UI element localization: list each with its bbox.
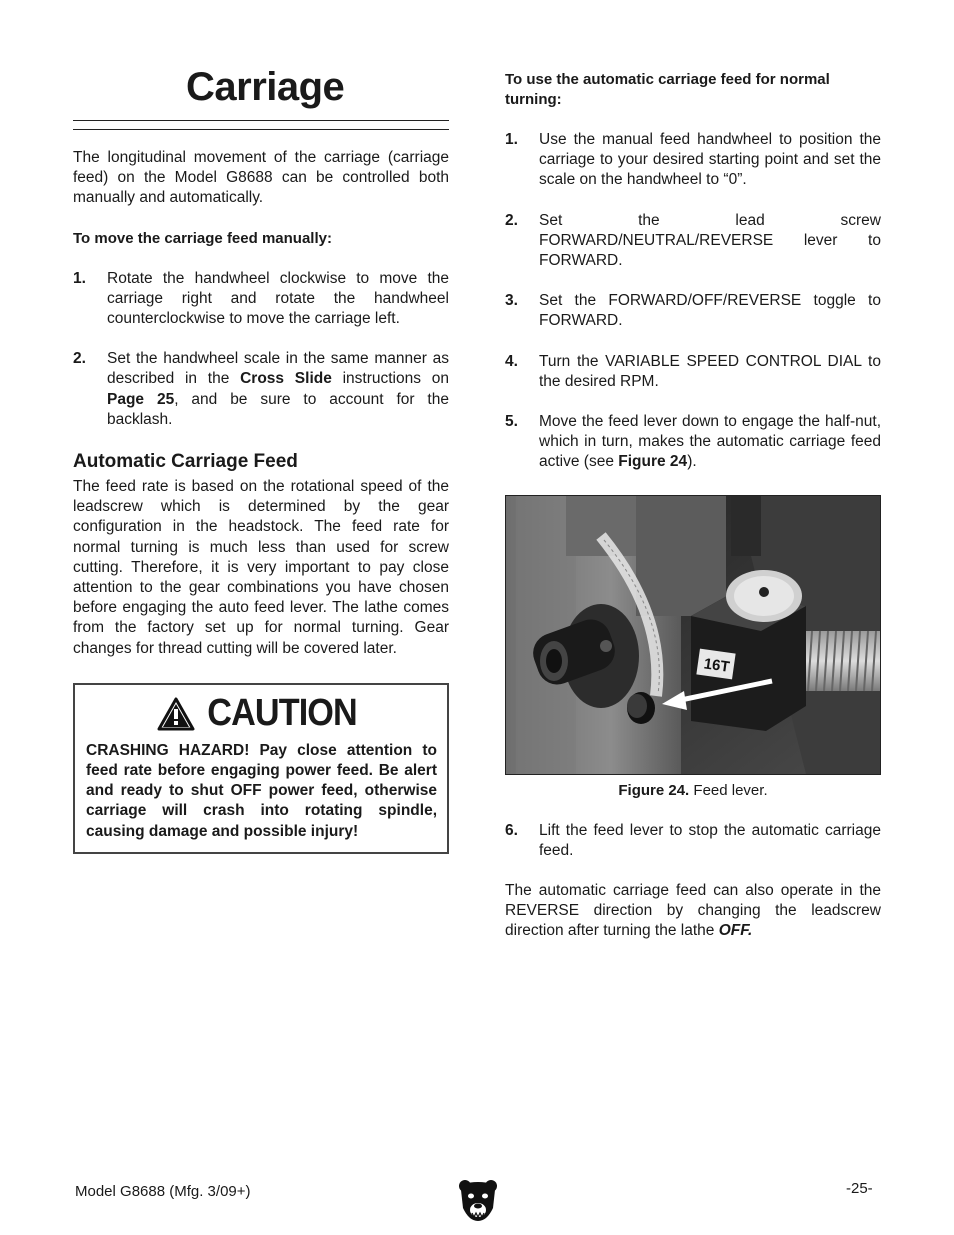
step-text: Set the lead screw FORWARD/NEUTRAL/REVERSE lever to FORWARD. (539, 211, 881, 270)
title-rule (73, 120, 449, 130)
step-text: Set the handwheel scale in the same manner as described in the Cross Slide instructions on Page 25, and be sure to account for the backlash. (107, 350, 449, 428)
page-number: -25- (846, 1180, 873, 1197)
step-number: 2. (73, 350, 86, 368)
off-emphasis: OFF. (718, 922, 753, 940)
list-item (505, 211, 881, 272)
bear-logo-icon (457, 1178, 499, 1222)
step-text: Turn the VARIABLE SPEED CONTROL DIAL to the desired RPM. (539, 352, 881, 390)
closing-paragraph: The automatic carriage feed can also operate in the REVERSE direction by changing the leadscrew direction after turning the lathe OFF. (505, 882, 881, 940)
list-item (73, 269, 449, 330)
auto-feed-heading: Automatic Carriage Feed (73, 451, 298, 473)
list-item (505, 821, 881, 861)
intro-paragraph: The longitudinal movement of the carriage (carriage feed) on the Model G8688 can be controlled both manually and automatically. (73, 149, 449, 207)
step-number: 1. (73, 269, 86, 287)
cross-slide-ref: Cross Slide (240, 370, 332, 388)
list-item (505, 130, 881, 191)
left-column (73, 60, 449, 854)
step-text: Set the FORWARD/OFF/REVERSE toggle to FORWARD. (539, 292, 881, 330)
list-item (505, 412, 881, 473)
step-text: Rotate the handwheel clockwise to move the carriage right and rotate the handwheel counterclockwise to move the carriage left. (107, 269, 449, 328)
step-number: 1. (505, 131, 518, 148)
step-text: Move the feed lever down to engage the half-nut, which in turn, makes the automatic carriage feed active (see Figure 24). (539, 413, 881, 471)
footer-model: Model G8688 (Mfg. 3/09+) (75, 1183, 251, 1200)
normal-turning-step6 (505, 821, 881, 861)
page-ref: Page 25 (107, 390, 175, 408)
list-item (505, 291, 881, 331)
step-text: Use the manual feed handwheel to position the carriage to your desired starting point and set the scale on the handwheel to “0”. (539, 131, 881, 189)
step-number: 6. (505, 821, 518, 839)
step-number: 4. (505, 352, 518, 370)
right-column (505, 70, 881, 942)
figure-caption: Figure 24. Feed lever. (618, 781, 768, 799)
caution-text: CRASHING HAZARD! Pay close attention to feed rate before engaging power feed. Be alert and ready to shut OFF power feed, otherwise carriage will crash into rotating spindle, causing damage and possible injury! (86, 741, 437, 840)
feed-lever-photo (505, 495, 881, 775)
step-number: 3. (505, 292, 518, 310)
manual-feed-heading: To move the carriage feed manually: (73, 229, 332, 247)
normal-turning-steps (505, 130, 881, 473)
caution-label: CAUTION (207, 692, 358, 735)
caution-header (86, 693, 437, 735)
figure-ref: Figure 24 (618, 453, 688, 471)
page-title: Carriage (186, 65, 345, 109)
figure-label: Figure 24. (618, 781, 690, 799)
step-text: Lift the feed lever to stop the automatic carriage feed. (539, 821, 881, 859)
auto-feed-paragraph: The feed rate is based on the rotational speed of the leadscrew which is determined by the gear configuration in the headstock. The feed rate for normal turning is much less than used for screw cutting. Therefore, it is very important to pay close attention to the gear combinations you have chosen before engaging the auto feed lever. The lathe comes from the factory set up for normal turning. Gear changes for thread cutting will be covered later. (73, 478, 449, 657)
step-number: 2. (505, 211, 518, 229)
normal-turning-heading: To use the automatic carriage feed for normal turning: (505, 71, 830, 108)
list-item (73, 349, 449, 430)
caution-box (73, 683, 449, 854)
step-number: 5. (505, 413, 518, 431)
list-item (505, 352, 881, 392)
feed-lever-photo-illustration (506, 496, 880, 774)
warning-triangle-icon (157, 697, 195, 731)
gear-label: 16T (702, 655, 731, 676)
manual-steps-list (73, 269, 449, 430)
